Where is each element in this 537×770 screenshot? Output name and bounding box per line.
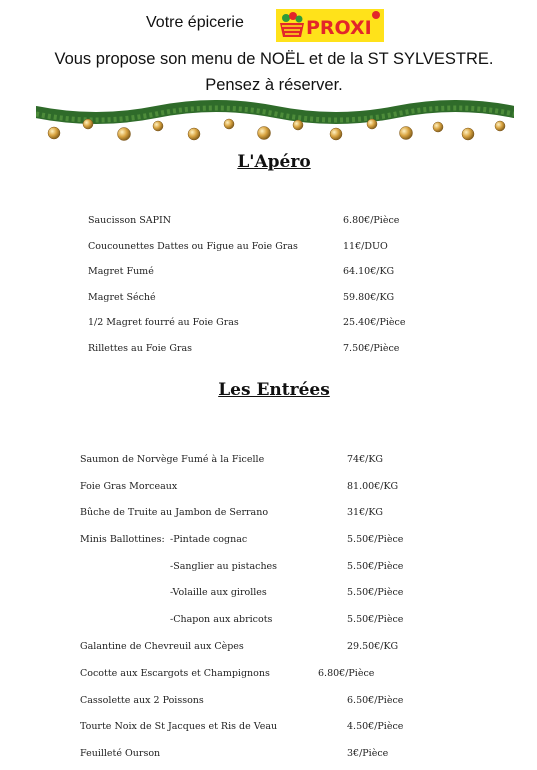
apero-item-name: Saucisson SAPIN xyxy=(88,215,172,226)
entree-sub-item: -Chapon aux abricots xyxy=(170,614,273,625)
entree-item-price: 5.50€/Pièce xyxy=(347,614,404,625)
entree-item-price: 29.50€/KG xyxy=(347,641,399,652)
entree-item-price: 31€/KG xyxy=(347,507,384,518)
entree-item-name: Tourte Noix de St Jacques et Ris de Veau xyxy=(80,721,278,732)
apero-item-name: Rillettes au Foie Gras xyxy=(88,343,192,354)
entree-item-name: Foie Gras Morceaux xyxy=(80,481,178,492)
entree-sub-item: -Pintade cognac xyxy=(170,534,248,545)
entree-item-name: Cassolette aux 2 Poissons xyxy=(80,695,204,706)
reservation-note: Pensez à réserver. xyxy=(205,76,343,94)
apero-item-price: 11€/DUO xyxy=(343,241,388,252)
entree-item-price: 3€/Pièce xyxy=(347,748,389,759)
entree-item-price: 81.00€/KG xyxy=(347,481,399,492)
section-title-apero: L'Apéro xyxy=(237,152,311,172)
apero-item-price: 25.40€/Pièce xyxy=(343,317,406,328)
entree-item-name: Saumon de Norvège Fumé à la Ficelle xyxy=(80,454,265,465)
entree-item-name: Feuilleté Ourson xyxy=(80,748,161,759)
apero-item-name: Magret Fumé xyxy=(88,266,154,277)
entree-sub-item: -Volaille aux girolles xyxy=(170,587,267,598)
entree-item-price: 74€/KG xyxy=(347,454,384,465)
menu-announcement: Vous propose son menu de NOËL et de la ST SYLVESTRE. xyxy=(54,50,494,68)
apero-item-name: Coucounettes Dattes ou Figue au Foie Gras xyxy=(88,241,298,252)
entree-item-name: Minis Ballottines: xyxy=(80,534,165,545)
apero-item-price: 7.50€/Pièce xyxy=(343,343,400,354)
section-title-entrees: Les Entrées xyxy=(218,380,330,400)
proxi-logo xyxy=(276,9,384,42)
entree-item-name: Bûche de Truite au Jambon de Serrano xyxy=(80,507,269,518)
apero-item-price: 64.10€/KG xyxy=(343,266,395,277)
entree-item-price: 6.50€/Pièce xyxy=(347,695,404,706)
logo-dot-icon xyxy=(372,11,380,19)
entree-item-price: 5.50€/Pièce xyxy=(347,561,404,572)
entree-item-price: 5.50€/Pièce xyxy=(347,534,404,545)
entree-item-name: Galantine de Chevreuil aux Cèpes xyxy=(80,641,244,652)
logo-wordmark: PROXI xyxy=(306,17,372,39)
apero-item-name: 1/2 Magret fourré au Foie Gras xyxy=(88,317,239,328)
christmas-garland-decoration xyxy=(36,100,514,148)
entree-item-price: 6.80€/Pièce xyxy=(318,668,375,679)
entree-item-price: 5.50€/Pièce xyxy=(347,587,404,598)
entree-item-price: 4.50€/Pièce xyxy=(347,721,404,732)
entree-item-name: Cocotte aux Escargots et Champignons xyxy=(80,668,270,679)
apero-item-name: Magret Séché xyxy=(88,292,156,303)
apero-item-price: 59.80€/KG xyxy=(343,292,395,303)
entree-sub-item: -Sanglier au pistaches xyxy=(170,561,278,572)
apero-item-price: 6.80€/Pièce xyxy=(343,215,400,226)
intro-text: Votre épicerie xyxy=(146,14,244,31)
